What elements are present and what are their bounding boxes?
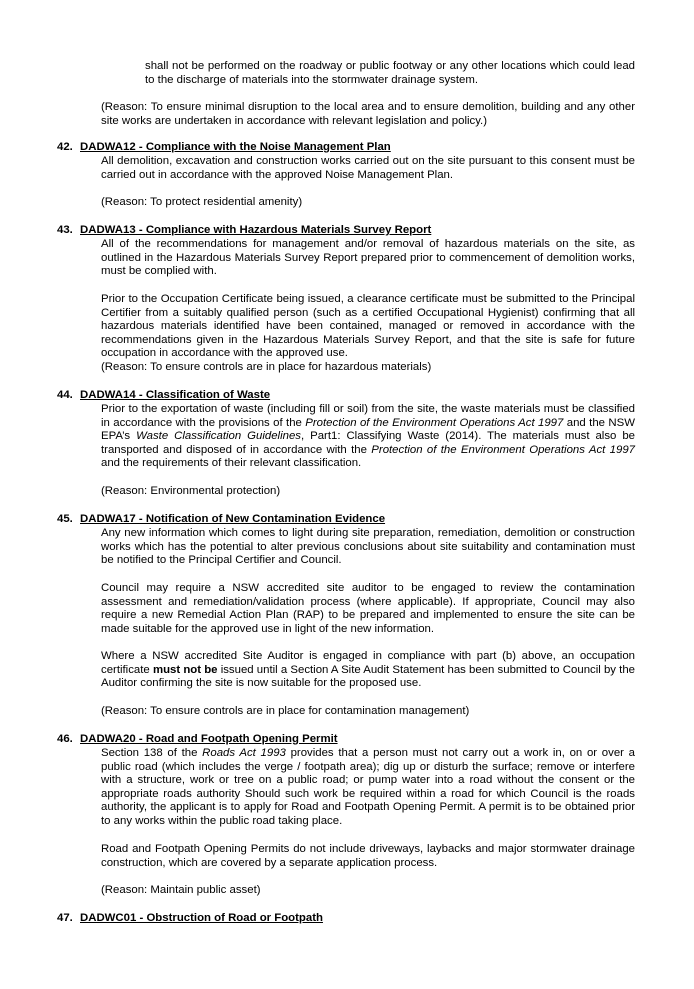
condition-46-heading	[57, 733, 637, 747]
act-title: Roads Act 1993	[202, 747, 286, 759]
emphasis: must not be	[152, 663, 218, 676]
condition-number: 43.	[57, 224, 73, 236]
act-title: Protection of the Environment Operations Act 1997	[371, 443, 635, 456]
condition-title: DADWA17 - Notification of New Contamination Evidence	[80, 513, 386, 525]
condition-46-paragraph-2: Road and Footpath Opening Permits do not include driveways, laybacks and major stormwater drainage construction, which are covered by a separate application process.	[101, 843, 635, 869]
condition-45-reason: (Reason: To ensure controls are in place for contamination management)	[101, 705, 470, 717]
condition-number: 42.	[57, 141, 73, 153]
condition-44-heading	[57, 389, 637, 403]
condition-title: DADWA12 - Compliance with the Noise Management Plan	[80, 141, 391, 153]
condition-title: DADWA13 - Compliance with Hazardous Materials Survey Report	[80, 224, 432, 236]
condition-46-paragraph-1: Section 138 of the Roads Act 1993 provides that a person must not carry out a work in, on or over a public road (which includes the verge / footpath area); dig up or disturb the surface; remove or interfere with a structure, work or tree on a public road; or pump water into a road without the consent or the appropriate roads authority Should such work be required within a road for which Council is the roads authority, the applicant is to apply for Road and Footpath Opening Permit. A permit is to be obtained prior to any works within the public road taking place.	[101, 747, 636, 827]
continuation-paragraph: shall not be performed on the roadway or public footway or any other locations which could lead to the discharge of materials into the stormwater drainage system.	[145, 60, 635, 86]
condition-number: 45.	[57, 513, 73, 525]
condition-43-paragraph-2: Prior to the Occupation Certificate being issued, a clearance certificate must be submitted to the Principal Certifier from a suitably qualified person (such as a certified Occupational Hygienist) confirming that all hazardous materials identified have been contained, managed or removed in accordance with the recommendations given in the Hazardous Materials Survey Report, and that the site is safe for future occupation in accordance with the approved use.	[101, 293, 635, 359]
condition-43-reason: (Reason: To ensure controls are in place for hazardous materials)	[101, 361, 432, 373]
condition-45-paragraph-1: Any new information which comes to light during site preparation, remediation, demolition or construction works which has the potential to alter previous conclusions about site suitability and contamination must be notified to the Principal Certifier and Council.	[101, 527, 635, 566]
continuation-reason: (Reason: To ensure minimal disruption to the local area and to ensure demolition, building and any other site works are undertaken in accordance with relevant legislation and policy.)	[101, 101, 635, 127]
condition-46-reason: (Reason: Maintain public asset)	[101, 884, 261, 896]
condition-47-heading	[57, 912, 637, 926]
condition-number: 44.	[57, 389, 73, 401]
condition-42-paragraph: All demolition, excavation and construction works carried out on the site pursuant to this consent must be carried out in accordance with the approved Noise Management Plan.	[101, 155, 635, 181]
condition-45-heading	[57, 513, 637, 527]
condition-43-heading	[57, 224, 637, 238]
condition-number: 46.	[57, 733, 73, 745]
condition-title: DADWC01 - Obstruction of Road or Footpath	[80, 912, 323, 924]
condition-45-paragraph-3: Where a NSW accredited Site Auditor is engaged in compliance with part (b) above, an occupation certificate must not be issued until a Section A Site Audit Statement has been submitted to Council by the Auditor confirming the site is now suitable for the proposed use.	[101, 650, 636, 689]
guidelines-title: Waste Classification Guidelines	[136, 430, 301, 442]
condition-number: 47.	[57, 912, 73, 924]
condition-43-paragraph-1: All of the recommendations for management and/or removal of hazardous materials on the site, as outlined in the Hazardous Materials Survey Report prepared prior to commencement of demolition works, must be complied with.	[101, 238, 635, 277]
condition-title: DADWA14 - Classification of Waste	[80, 389, 271, 401]
condition-42-heading	[57, 141, 637, 155]
condition-44-paragraph: Prior to the exportation of waste (including fill or soil) from the site, the waste materials must be classified in accordance with the provisions of the Protection of the Environment Operations Act 1997 and the NSW EPA’s Waste Classification Guidelines, Part1: Classifying Waste (2014). The materials must also be transported and disposed of in accordance with the Protection of the Environment Operations Act 1997 and the requirements of their relevant classification.	[101, 403, 635, 469]
act-title: Protection of the Environment Operations Act 1997	[305, 416, 564, 429]
condition-45-paragraph-2: Council may require a NSW accredited site auditor to be engaged to review the contamination assessment and remediation/validation process (where applicable). If appropriate, Council may also require a new Remedial Action Plan (RAP) to be prepared and implemented to ensure the site can be made suitable for the approved use in light of the new information.	[101, 582, 635, 635]
condition-title: DADWA20 - Road and Footpath Opening Permit	[80, 733, 338, 745]
condition-44-reason: (Reason: Environmental protection)	[101, 485, 281, 497]
condition-42-reason: (Reason: To protect residential amenity)	[101, 196, 303, 208]
